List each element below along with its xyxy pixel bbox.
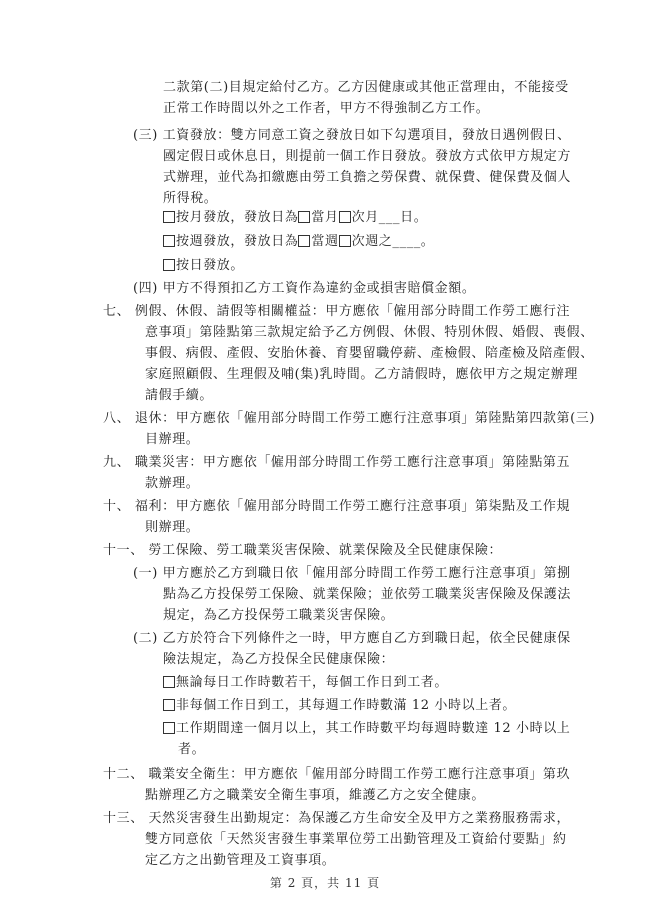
- checkbox[interactable]: [298, 211, 310, 223]
- checkbox[interactable]: [163, 676, 175, 688]
- option-label: 按月發放，發放日為: [176, 210, 299, 225]
- checkbox-row: [163, 673, 448, 693]
- option-label: 無論每日工作時數若干，每個工作日到工者。: [176, 675, 449, 690]
- checkbox-row: [163, 719, 570, 739]
- option-label: 工作期間達一個月以上，其工作時數平均每週時數達 12 小時以上: [176, 721, 571, 736]
- text-line: 請假手續。: [145, 388, 214, 403]
- page-number: 第 2 頁，共 11 頁: [269, 876, 381, 890]
- text-line: (四) 甲方不得預扣乙方工資作為違約金或損害賠償金額。: [133, 281, 476, 296]
- text-line: 二款第(二)目規定給付乙方。乙方因健康或其他正當理由，不能接受: [163, 80, 569, 95]
- text-line: 正常工作時間以外之工作者，甲方不得強制乙方工作。: [163, 101, 490, 116]
- checkbox[interactable]: [163, 235, 175, 247]
- text-line: 事假、病假、產假、安胎休養、育嬰留職停薪、產檢假、陪產檢及陪產假、: [145, 346, 594, 361]
- text-line: 八、 退休：甲方應依「僱用部分時間工作勞工應行注意事項」第陸點第四款第(三): [103, 411, 596, 426]
- checkbox-row: [163, 696, 516, 716]
- checkbox[interactable]: [163, 259, 175, 271]
- option-label: 按週發放，發放日為: [176, 234, 299, 249]
- text-line: 點辦理乙方之職業安全衛生事項，維護乙方之安全健康。: [145, 788, 486, 803]
- option-label: 當週: [311, 234, 339, 249]
- text-line: 九、 職業災害：甲方應依「僱用部分時間工作勞工應行注意事項」第陸點第五: [103, 455, 571, 470]
- checkbox-row: [163, 256, 244, 276]
- text-line: 險法規定，為乙方投保全民健康保險：: [163, 652, 395, 667]
- checkbox[interactable]: [163, 699, 175, 711]
- text-line: 點為乙方投保勞工保險、就業保險；並依勞工職業災害保險及保護法: [163, 587, 572, 602]
- option-label: 次月___日。: [351, 210, 428, 225]
- checkbox[interactable]: [163, 211, 175, 223]
- text-line: 家庭照顧假、生理假及哺(集)乳時間。乙方請假時，應依甲方之規定辦理: [145, 367, 578, 382]
- text-line: (一) 甲方應於乙方到職日依「僱用部分時間工作勞工應行注意事項」第捌: [133, 566, 571, 581]
- checkbox[interactable]: [339, 211, 351, 223]
- text-line: 者。: [178, 742, 206, 757]
- text-line: 十二、 職業安全衛生：甲方應依「僱用部分時間工作勞工應行注意事項」第玖: [103, 767, 571, 782]
- checkbox-row: [163, 232, 434, 252]
- text-line: 國定假日或休息日，則提前一個工作日發放。發放方式依甲方規定方: [163, 149, 572, 164]
- text-line: 式辦理，並代為扣繳應由勞工負擔之勞保費、就保費、健保費及個人: [163, 170, 572, 185]
- text-line: 定乙方之出勤管理及工資事項。: [145, 853, 336, 868]
- option-label: 非每個工作日到工，其每週工作時數滿 12 小時以上者。: [176, 698, 517, 713]
- option-label: 按日發放。: [176, 258, 245, 273]
- text-line: 雙方同意依「天然災害發生事業單位勞工出勤管理及工資給付要點」約: [145, 832, 567, 847]
- checkbox[interactable]: [163, 722, 175, 734]
- text-line: (二) 乙方於符合下列條件之一時，甲方應自乙方到職日起，依全民健康保: [133, 631, 571, 646]
- option-label: 次週之____。: [351, 234, 435, 249]
- text-line: 十三、 天然災害發生出勤規定：為保護乙方生命安全及甲方之業務服務需求，: [103, 811, 571, 826]
- text-line: 款辦理。: [145, 476, 200, 491]
- text-line: 七、 例假、休假、請假等相關權益：甲方應依「僱用部分時間工作勞工應行注: [103, 304, 571, 319]
- text-line: 意事項」第陸點第三款規定給予乙方例假、休假、特別休假、婚假、喪假、: [145, 325, 594, 340]
- checkbox-row: [163, 208, 427, 228]
- text-line: 則辦理。: [145, 520, 200, 535]
- checkbox[interactable]: [298, 235, 310, 247]
- text-line: 十一、 勞工保險、勞工職業災害保險、就業保險及全民健康保險：: [103, 543, 503, 558]
- text-line: 規定，為乙方投保勞工職業災害保險。: [163, 608, 395, 623]
- text-line: 十、 福利：甲方應依「僱用部分時間工作勞工應行注意事項」第柒點及工作規: [103, 499, 571, 514]
- checkbox[interactable]: [339, 235, 351, 247]
- text-line: 目辦理。: [145, 432, 200, 447]
- text-line: 所得稅。: [163, 191, 218, 206]
- option-label: 當月: [311, 210, 339, 225]
- text-line: (三) 工資發放：雙方同意工資之發放日如下勾選項目，發放日遇例假日、: [133, 128, 571, 143]
